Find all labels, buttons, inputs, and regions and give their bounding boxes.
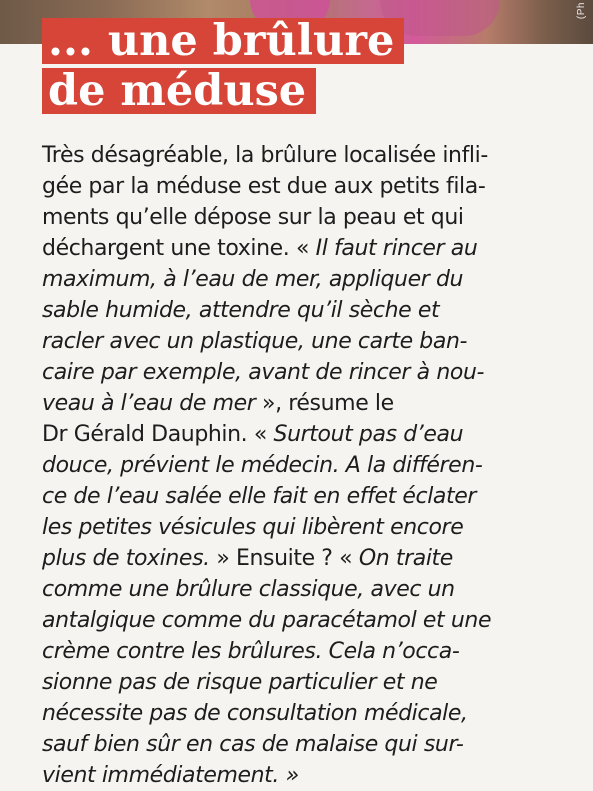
body-line [42,636,562,667]
body-line [42,388,562,419]
quote-text: les petites vésicules qui libèrent encore [42,515,464,540]
body-line [42,667,562,698]
quote-text: vient immédiatement. » [42,763,299,788]
body-line [42,264,562,295]
quote-text: sauf bien sûr en cas de malaise qui sur- [42,732,464,757]
quote-text: Surtout pas d’eau [273,422,464,447]
body-line [42,295,562,326]
body-line: ments qu’elle dépose sur la peau et qui [42,205,464,230]
headline-line-2: de méduse [42,68,316,114]
body-text: Dr Gérald Dauphin. « [42,422,274,447]
body-line [42,729,562,760]
body-line [42,450,562,481]
body-line [42,512,562,543]
body-line [42,419,562,450]
body-text: déchargent une toxine. « [42,236,316,261]
quote-text: antalgique comme du paracétamol et une [42,608,492,633]
quote-text: caire par exemple, avant de rincer à nou- [42,360,485,385]
body-line [42,698,562,729]
quote-text: sable humide, attendre qu’il sèche et [42,298,440,323]
quote-text: comme une brûlure classique, avec un [42,577,455,602]
quote-text: veau à l’eau de mer [42,391,256,416]
headline-line-1: ... une brûlure [42,18,404,64]
body-line [42,233,562,264]
quote-text: On traite [358,546,453,571]
body-line [42,760,562,791]
body-line [42,574,562,605]
body-text: », résume le [255,391,394,416]
quote-text: ce de l’eau salée elle fait en effet éclater [42,484,477,509]
quote-text: Il faut rincer au [315,236,478,261]
quote-text: nécessite pas de consultation médicale, [42,701,468,726]
quote-text: douce, prévient le médecin. A la différen- [42,453,483,478]
body-text: » Ensuite ? « [209,546,359,571]
body-line [42,326,562,357]
quote-text: racler avec un plastique, une carte ban- [42,329,468,354]
body-line: Très désagréable, la brûlure localisée infli- [42,143,488,168]
body-line [42,605,562,636]
body-line [42,357,562,388]
quote-text: maximum, à l’eau de mer, appliquer du [42,267,464,292]
article-body [42,140,562,791]
photo-credit: (Ph [576,2,587,20]
quote-text: sionne pas de risque particulier et ne [42,670,438,695]
body-line: gée par la méduse est due aux petits fila- [42,174,486,199]
quote-text: plus de toxines. [42,546,210,571]
body-line [42,543,562,574]
quote-text: crème contre les brûlures. Cela n’occa- [42,639,460,664]
body-line [42,481,562,512]
